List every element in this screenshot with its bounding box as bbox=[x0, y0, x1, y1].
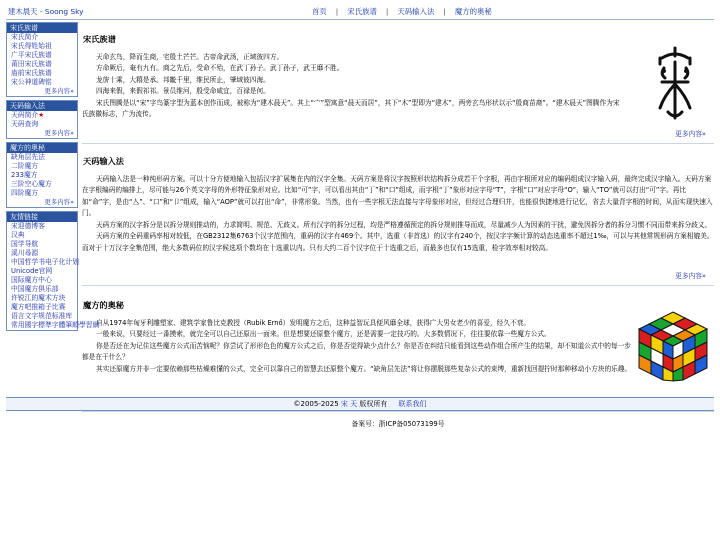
paragraph: 一般来说，只要经过一番摸索，就完全可以自己还原出一面来。但是想要还原整个魔方，还是需要一定技巧的。大多数情况下，往往要依靠一些魔方公式。 bbox=[96, 330, 551, 339]
section-title: 魔方的奥秘 bbox=[83, 300, 124, 310]
sidebar-item-tianma-intro[interactable]: 天码简介 bbox=[11, 111, 39, 119]
section-title: 宋氏族谱 bbox=[83, 34, 116, 44]
paragraph: 天码方案的汉字拆分是以拆分规则推动的，力求简明、规范、无歧义。所有汉字的拆分过程，均是严格遵循预定的拆分规则推导而成，尽量减少人为因素的干扰，避免因拆分者的拆分习惯不同而带来拆分歧义。 bbox=[96, 220, 712, 229]
footer-owner-link[interactable]: 宋 天 bbox=[340, 400, 358, 408]
sidebar-item-stele[interactable]: 宋公神道碑铭 bbox=[11, 78, 52, 86]
more-link[interactable]: 更多内容» bbox=[675, 130, 706, 139]
contact-us-link[interactable]: 联系我们 bbox=[398, 400, 427, 408]
sidebar-group-title: 宋氏族谱 bbox=[7, 23, 77, 33]
sidebar-group-links bbox=[6, 211, 100, 331]
nav-tianma-input[interactable]: 天码输入法 bbox=[397, 7, 435, 16]
top-bar bbox=[6, 6, 714, 20]
sidebar bbox=[6, 22, 100, 334]
top-nav: 首页 | 宋氏族谱 | 天码输入法 | 魔方的奥秘 bbox=[312, 7, 492, 16]
paragraph: 天命玄鸟，降而生商，宅殷土芒芒。古帝命武汤，正域彼四方。 bbox=[96, 52, 284, 61]
sidebar-group-title: 友情链接 bbox=[7, 212, 77, 222]
sidebar-item-233-cube[interactable]: 233魔方 bbox=[11, 171, 38, 179]
sidebar-item-song-intro[interactable]: 宋氏简介 bbox=[11, 33, 39, 41]
sidebar-link-sokoban[interactable]: 魔方吧推箱子比赛 bbox=[11, 303, 66, 311]
icp-record: 备案号：浙ICP备05073199号 bbox=[351, 420, 445, 428]
paragraph: 龙旂十乘，大糦是承。邦畿千里，维民所止，肇域彼四海。 bbox=[96, 75, 270, 84]
nav-rubik-cube[interactable]: 魔方的奥秘 bbox=[454, 7, 492, 16]
sidebar-group-genealogy bbox=[6, 22, 78, 97]
sidebar-item-miaoqian[interactable]: 庙前宋氏族谱 bbox=[11, 69, 52, 77]
section-body bbox=[82, 174, 714, 255]
sidebar-link-language-std[interactable]: 语言文字规范标准库 bbox=[11, 312, 73, 320]
site-title-link[interactable]: 建木晨天 - Soong Sky bbox=[8, 7, 84, 16]
footer bbox=[6, 397, 714, 411]
paragraph: 方命厥后，奄有九有。商之先后，受命不殆，在武丁孙子。武丁孙子，武王靡不胜。 bbox=[96, 64, 344, 73]
sidebar-item-corner-first[interactable]: 缺角层先法 bbox=[11, 153, 45, 161]
paragraph: 其实还原魔方并非一定要依赖那些枯燥难懂的公式，完全可以靠自己的智慧去还原整个魔方。“缺角层先法”将让你摆脱那些复杂公式的束缚，重新找回提拧时那种移动小方块的乐趣。 bbox=[96, 364, 632, 373]
sidebar-item-2x2-cube[interactable]: 二阶魔方 bbox=[11, 162, 39, 170]
sidebar-link-stroke-order[interactable]: 常用國字標準字體筆順學習網 bbox=[11, 321, 100, 329]
sidebar-link-ctext[interactable]: 中国哲学书电子化计划 bbox=[11, 258, 79, 266]
section-tianma bbox=[82, 156, 714, 286]
song-totem-seal-icon bbox=[656, 44, 694, 125]
sidebar-item-hollow-cube[interactable]: 三阶空心魔方 bbox=[11, 180, 52, 188]
sidebar-item-tianma-lookup[interactable]: 天码查询 bbox=[11, 120, 39, 128]
rubik-cube-icon bbox=[638, 310, 708, 385]
sidebar-link-guoxue[interactable]: 国学导航 bbox=[11, 240, 39, 248]
paragraph: 自从1974年匈牙利雕塑家、建筑学家鲁比克教授（Rubik Ernő）发明魔方之后，这种益智玩具便风靡全球，获得广大男女老少的喜爱，经久不衰。 bbox=[96, 318, 531, 327]
sidebar-item-song-ancestor[interactable]: 宋氏得姓始祖 bbox=[11, 42, 52, 50]
paragraph: 宋氏图腾是以“宋”字鸟篆字型为蓝本创作而成，被称为“建木晨天”。其上“宀”型寓意“晨天而居”，其下“木”型即为“建木”，两旁玄鸟形状以示“殷商苗裔”。“建木晨天”图腾作为宋氏族徽标志，广为流传。 bbox=[82, 98, 620, 119]
more-link[interactable]: 更多内容» bbox=[675, 272, 706, 281]
paragraph: 天码方案的全码重码率相对较低，在GB2312集6763个汉字范围内，重码的汉字有469个。其中，选重（非首选）的汉字有240个，按汉字字频计算的动态选重率不超过1‰，可以与其他常规形码方案相媲美。而对于十万汉字全集范围，绝大多数码位的汉字候选项个数均在十选重以内。只有大约二百个汉字位于十选重之后，而最多也仅有15选重，检字效率相对较高。 bbox=[82, 232, 714, 252]
paragraph: 你是否还在为记住这些魔方公式而苦恼呢？你尝试了形形色色的魔方公式之后，你是否觉得缺少点什么？你是否在纠结只能看到这些动作组合所产生的结果，却不知道公式中的每一步都是在干什么？ bbox=[82, 341, 631, 362]
more-link-wrap bbox=[675, 270, 714, 285]
sidebar-more-link[interactable]: 更多内容» bbox=[44, 198, 74, 206]
section-genealogy bbox=[82, 34, 714, 144]
section-title: 天码输入法 bbox=[83, 156, 124, 166]
sidebar-link-wca[interactable]: 国际魔方中心 bbox=[11, 276, 52, 284]
sidebar-item-4x4-cube[interactable]: 四阶魔方 bbox=[11, 189, 39, 197]
section-body bbox=[82, 318, 634, 376]
nav-home[interactable]: 首页 bbox=[312, 7, 327, 16]
sidebar-item-putian[interactable]: 莆田宋氏族谱 bbox=[11, 60, 52, 68]
paragraph: 天码输入法是一种纯形码方案。可以十分方便地输入包括汉字扩展集在内的汉字全集。天码方案是将汉字按照形状结构拆分成若干个字根，再由字根所对应的编码组成汉字输入码，最终完成汉字输入。天码方案在字根编码的编排上，尽可能与26个英文字母的外形特征象形对应。比如“可”字，可以看出其由“丁”和“口”组成，而字根“丁”象形对应字母“T”，字根“口”对应字母“O”，输入“TO”就可以打出“可”字。再比如“命”字，是由“亼”、“口”和“卩”组成，输入“AOP”就可以打出“命”，非常形象。当然，也有一些字根无法直接与字母象形对应，但经过合理归并，也能很快捷地进行记忆，省去大量背字根的时间，从而实现快速入门。 bbox=[82, 174, 713, 218]
section-body bbox=[82, 52, 620, 121]
sidebar-item-guangping[interactable]: 广平宋氏族谱 bbox=[11, 51, 52, 59]
sidebar-link-blog[interactable]: 宋迎德博客 bbox=[11, 222, 45, 230]
sidebar-group-title: 天码输入法 bbox=[7, 101, 77, 111]
sidebar-group-tianma bbox=[6, 100, 78, 139]
new-star-icon: ★ bbox=[38, 111, 45, 119]
paragraph: 四海来假，来假祁祁。景员维河，殷受命咸宜，百禄是何。 bbox=[96, 87, 270, 96]
main-content bbox=[82, 22, 714, 430]
sidebar-link-xichuan[interactable]: 溪川尋源 bbox=[11, 249, 39, 257]
sidebar-link-xrj-cube[interactable]: 许锐江的魔术方块 bbox=[11, 294, 66, 302]
sidebar-group-cube bbox=[6, 142, 78, 208]
nav-genealogy[interactable]: 宋氏族谱 bbox=[347, 7, 377, 16]
sidebar-link-zdic[interactable]: 汉典 bbox=[11, 231, 25, 239]
footer-copyright: ©2005-2025 bbox=[293, 400, 339, 408]
footer-rights: 版权所有 bbox=[359, 400, 388, 408]
sidebar-link-cube-club[interactable]: 中国魔方俱乐部 bbox=[11, 285, 59, 293]
sidebar-link-unicode[interactable]: Unicode官网 bbox=[11, 267, 53, 275]
sidebar-more-link[interactable]: 更多内容» bbox=[44, 87, 74, 95]
section-cube bbox=[82, 300, 714, 412]
more-link-wrap bbox=[675, 128, 714, 143]
sidebar-group-title: 魔方的奥秘 bbox=[7, 143, 77, 153]
sidebar-more-link[interactable]: 更多内容» bbox=[44, 129, 74, 137]
